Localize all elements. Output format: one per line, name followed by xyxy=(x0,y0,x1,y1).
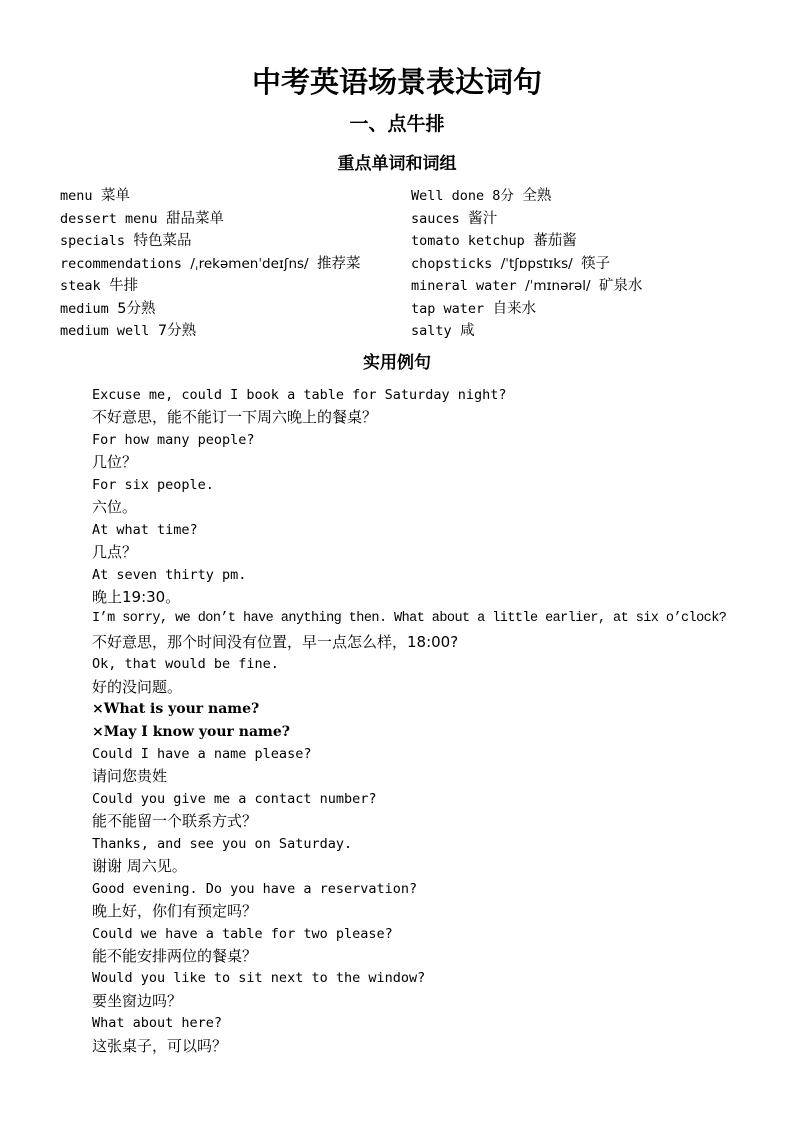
sentence-english: Could I have a name please? xyxy=(92,746,312,762)
vocab-chinese: 7分熟 xyxy=(157,323,197,339)
document-title: 中考英语场景表达词句 xyxy=(251,65,542,99)
sentence-english: Excuse me, could I book a table for Saturday night? xyxy=(92,387,507,403)
sentence-chinese: 不好意思，能不能订一下周六晚上的餐桌？ xyxy=(92,408,378,427)
sentence-chinese: 能不能安排两位的餐桌？ xyxy=(92,946,258,965)
vocab-english: sauces xyxy=(411,210,460,227)
vocab-phonetic: /ˈtʃɒpstɪks/ xyxy=(500,255,573,272)
vocab-english: salty xyxy=(411,323,452,339)
vocab-chinese: 矿泉水 xyxy=(599,278,643,294)
sentence-english: Good evening. Do you have a reservation? xyxy=(92,880,418,897)
vocab-chinese: 菜单 xyxy=(100,188,130,204)
sentence-english: Could you give me a contact number? xyxy=(92,790,377,807)
sentence-chinese: 晚上19:30。 xyxy=(92,587,181,606)
vocab-english: steak xyxy=(60,278,101,294)
vocab-item xyxy=(411,320,643,343)
sentence-incorrect-example: ×May I know your name? xyxy=(92,723,290,740)
vocab-item xyxy=(60,253,361,276)
sentence-english: For how many people? xyxy=(92,431,255,448)
sentence-english: Thanks, and see you on Saturday. xyxy=(92,835,353,852)
vocab-item xyxy=(411,185,643,208)
vocab-english: medium well xyxy=(60,323,150,339)
vocab-chinese: 酱汁 xyxy=(468,210,498,227)
vocab-item xyxy=(60,320,361,343)
vocab-item xyxy=(60,185,361,208)
vocab-list-right xyxy=(411,185,643,343)
vocab-english: dessert menu xyxy=(60,210,158,227)
vocab-english: Well done 8分 xyxy=(411,188,514,204)
vocab-english: mineral water xyxy=(411,278,517,294)
sentence-chinese: 这张桌子，可以吗？ xyxy=(92,1036,228,1055)
sentence-chinese: 不好意思，那个时间没有位置，早一点怎么样，18:00? xyxy=(92,632,459,651)
vocab-chinese: 筷子 xyxy=(581,255,611,272)
sentence-english: At what time? xyxy=(92,521,198,538)
sentence-english: What about here? xyxy=(92,1015,223,1032)
vocab-english: tomato ketchup xyxy=(411,233,525,249)
sentence-chinese: 晚上好，你们有预定吗？ xyxy=(92,902,258,921)
vocab-item xyxy=(411,275,643,298)
vocab-item xyxy=(60,208,361,231)
vocab-phonetic: /ˈmɪnərəl/ xyxy=(525,278,591,294)
vocab-chinese: 推荐菜 xyxy=(317,255,361,272)
vocab-list-left xyxy=(60,185,361,343)
sentence-chinese: 好的没问题。 xyxy=(92,677,183,696)
vocab-chinese: 5分熟 xyxy=(117,300,156,317)
vocab-english: recommendations xyxy=(60,255,182,272)
section-title: 一、点牛排 xyxy=(349,113,445,135)
sentence-english: Could we have a table for two please? xyxy=(92,925,393,942)
sentences-heading: 实用例句 xyxy=(363,353,431,373)
vocab-item xyxy=(411,208,643,231)
sentence-english: At seven thirty pm. xyxy=(92,566,247,583)
vocab-chinese: 蕃茄酱 xyxy=(533,233,577,249)
sentence-english: For six people. xyxy=(92,476,214,493)
example-sentences xyxy=(92,384,726,1057)
sentence-english: Would you like to sit next to the window? xyxy=(92,970,426,987)
vocab-chinese: 牛排 xyxy=(109,278,139,294)
vocab-chinese: 甜品菜单 xyxy=(165,210,224,227)
vocab-english: specials xyxy=(60,233,126,249)
vocab-chinese: 咸 xyxy=(460,323,475,339)
sentence-incorrect-example: ×What is your name? xyxy=(92,701,260,718)
sentence-chinese: 几点？ xyxy=(92,543,138,562)
sentence-english: Ok, that would be fine. xyxy=(92,656,279,673)
sentence-english: I’m sorry, we don’t have anything then. What about a little earlier, at six o’clock? xyxy=(92,611,727,627)
vocab-chinese: 自来水 xyxy=(492,300,537,317)
vocab-english: menu xyxy=(60,188,93,204)
sentence-chinese: 要坐窗边吗？ xyxy=(92,991,183,1010)
sentence-chinese: 六位。 xyxy=(92,498,138,517)
sentence-chinese: 谢谢 周六见。 xyxy=(92,857,187,876)
vocab-chinese: 全熟 xyxy=(522,188,552,204)
sentence-chinese: 能不能留一个联系方式？ xyxy=(92,812,258,831)
vocab-item xyxy=(60,275,361,298)
vocab-phonetic: /ˌrekəmenˈdeɪʃns/ xyxy=(190,255,309,272)
vocab-item xyxy=(411,253,643,276)
vocab-item xyxy=(411,230,643,253)
vocab-chinese: 特色菜品 xyxy=(133,233,192,249)
vocab-item xyxy=(60,230,361,253)
sentence-chinese: 请问您贵姓 xyxy=(92,767,168,786)
vocab-english: tap water xyxy=(411,300,485,317)
vocab-english: medium xyxy=(60,300,109,317)
vocab-item xyxy=(60,298,361,321)
vocab-english: chopsticks xyxy=(411,255,493,272)
vocab-heading: 重点单词和词组 xyxy=(337,154,457,174)
vocab-item xyxy=(411,298,643,321)
sentence-chinese: 几位？ xyxy=(92,453,138,472)
